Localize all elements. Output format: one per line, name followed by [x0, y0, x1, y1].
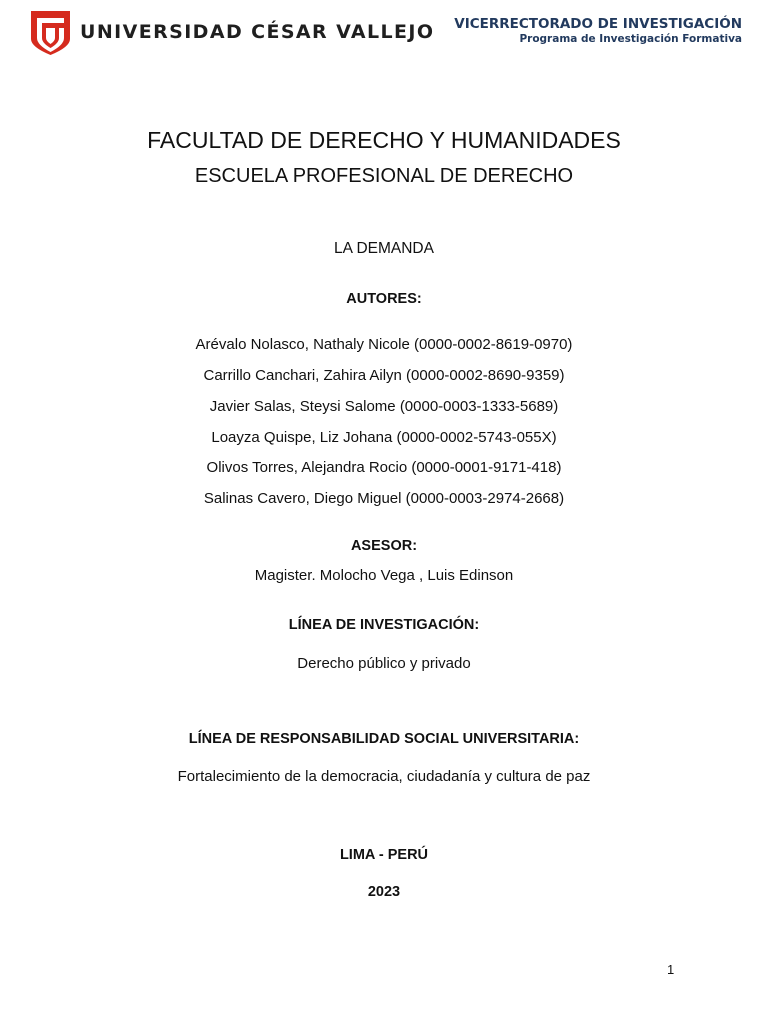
- year-label: 2023: [367, 884, 401, 900]
- rsu-line-value: Fortalecimiento de la democracia, ciudadanía y cultura de paz: [177, 768, 591, 785]
- university-logo-text: UNIVERSIDAD CÉSAR VALLEJO: [80, 21, 435, 43]
- author-item: Javier Salas, Steysi Salome (0000-0003-1333-5689): [209, 398, 559, 415]
- advisor-label: ASESOR:: [350, 538, 418, 554]
- author-item: Loayza Quispe, Liz Johana (0000-0002-5743-055X): [211, 429, 557, 446]
- advisor-name: Magister. Molocho Vega , Luis Edinson: [254, 567, 514, 584]
- author-item: Olivos Torres, Alejandra Rocio (0000-0001-9171-418): [206, 459, 562, 476]
- author-item: Carrillo Canchari, Zahira Ailyn (0000-0002-8690-9359): [203, 367, 565, 384]
- university-shield-logo-icon: [30, 10, 71, 56]
- authors-label: AUTORES:: [346, 291, 422, 307]
- author-item: Arévalo Nolasco, Nathaly Nicole (0000-0002-8619-0970): [195, 336, 573, 353]
- rsu-line-label: LÍNEA DE RESPONSABILIDAD SOCIAL UNIVERSITARIA:: [188, 731, 580, 747]
- vice-rectorate-subtitle: Programa de Investigación Formativa: [519, 33, 742, 45]
- school-heading: ESCUELA PROFESIONAL DE DERECHO: [194, 165, 574, 187]
- research-line-label: LÍNEA DE INVESTIGACIÓN:: [288, 617, 480, 633]
- city-label: LIMA - PERÚ: [339, 847, 429, 863]
- document-title: LA DEMANDA: [334, 240, 434, 257]
- faculty-heading: FACULTAD DE DERECHO Y HUMANIDADES: [147, 127, 621, 153]
- author-item: Salinas Cavero, Diego Miguel (0000-0003-2974-2668): [203, 490, 565, 507]
- page-number: 1: [667, 962, 675, 977]
- vice-rectorate-title: VICERRECTORADO DE INVESTIGACIÓN: [454, 16, 742, 32]
- research-line-value: Derecho público y privado: [297, 655, 471, 672]
